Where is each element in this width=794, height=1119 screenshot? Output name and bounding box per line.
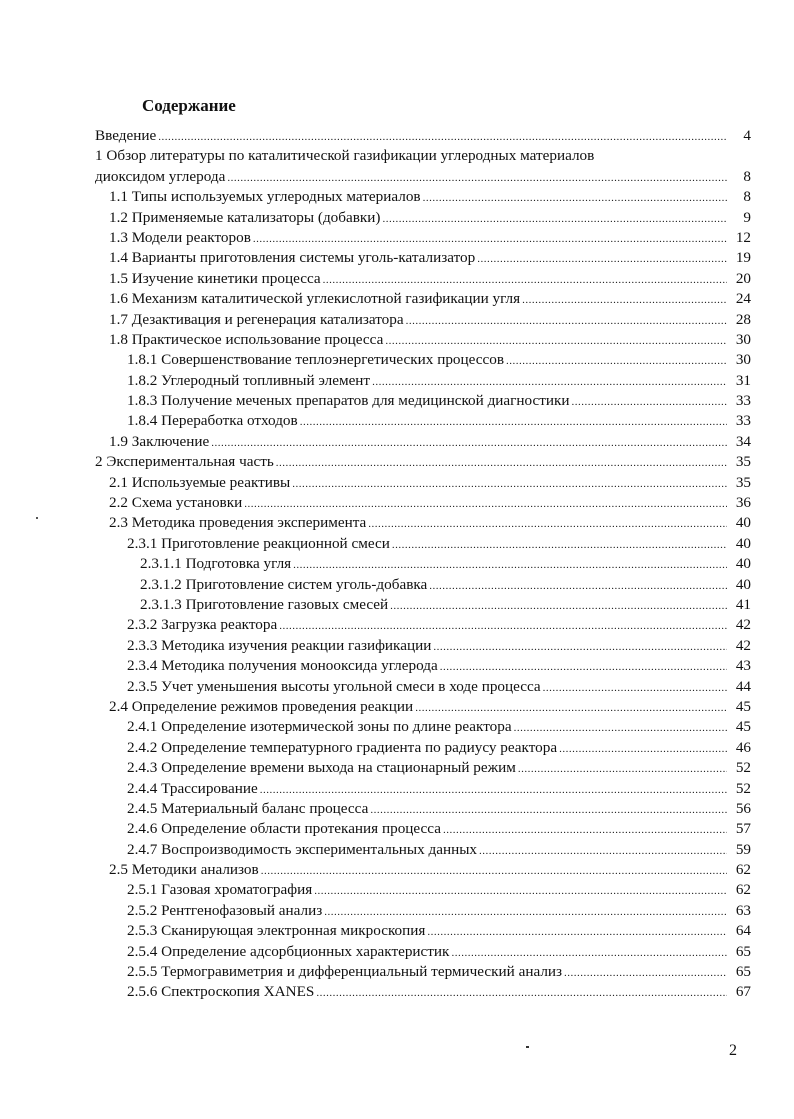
toc-entry[interactable] <box>95 962 751 982</box>
dot-leader <box>323 270 727 290</box>
toc-entry-page: 57 <box>735 820 751 838</box>
toc-entry-page: 65 <box>735 942 751 960</box>
toc-entry-page: 44 <box>735 677 751 695</box>
toc-entry[interactable] <box>95 310 751 330</box>
dot-leader <box>253 229 727 249</box>
toc-entry-title: 1.8.4 Переработка отходов <box>127 412 298 430</box>
dot-leader <box>292 474 727 494</box>
dot-leader <box>211 433 727 453</box>
toc-entry-title: Введение <box>95 127 157 144</box>
toc-entry-page: 20 <box>735 269 751 287</box>
dot-leader <box>514 718 727 738</box>
toc-entry-title: 2.3.2 Загрузка реактора <box>127 616 278 634</box>
toc-entry[interactable] <box>95 473 751 493</box>
toc-entry[interactable] <box>95 819 751 839</box>
toc-entry-title: 1.9 Заключение <box>109 432 210 450</box>
toc-entry-title: 1.8.2 Углеродный топливный элемент <box>127 371 371 389</box>
dot-leader <box>316 983 727 1003</box>
toc-entry-title: 2.3.5 Учет уменьшения высоты угольной смеси в ходе процесса <box>127 677 541 695</box>
toc-entry-page: 30 <box>735 351 751 369</box>
toc-entry-title: 1.3 Модели реакторов <box>109 228 251 246</box>
dot-leader <box>385 331 727 351</box>
toc-entry[interactable] <box>95 880 751 900</box>
toc-entry-title: 2.4 Определение режимов проведения реакции <box>109 697 414 715</box>
toc-entry-page: 40 <box>735 555 751 573</box>
toc-entry-title: 2.4.2 Определение температурного градиента по радиусу реактора <box>127 738 558 756</box>
toc-entry-page: 9 <box>743 208 751 226</box>
toc-entry-title: 2.5 Методики анализов <box>109 861 259 879</box>
toc-entry-page: 64 <box>735 922 751 940</box>
toc-entry-page: 52 <box>735 779 751 797</box>
toc-entry[interactable] <box>95 738 751 758</box>
dot-leader <box>406 311 727 331</box>
toc-entry[interactable] <box>95 432 751 452</box>
toc-entry[interactable] <box>95 575 751 595</box>
toc-entry[interactable] <box>95 350 751 370</box>
toc-entry-page: 35 <box>735 473 751 491</box>
toc-entry-page: 36 <box>735 494 751 512</box>
dot-leader <box>572 392 727 412</box>
toc-entry-title: 1.8.1 Совершенствование теплоэнергетических процессов <box>127 351 505 369</box>
dot-leader <box>443 820 727 840</box>
toc-entry-title: 2.5.6 Спектроскопия XANES <box>127 983 315 1001</box>
toc-entry-page: 65 <box>735 963 751 981</box>
dot-leader <box>429 576 727 596</box>
toc-entry-page: 30 <box>735 330 751 348</box>
toc-entry[interactable] <box>95 840 751 860</box>
page-title: Содержание <box>142 96 236 115</box>
toc-entry-title: 2.5.2 Рентгенофазовый анализ <box>127 901 323 919</box>
dot-leader <box>293 555 727 575</box>
toc-entry-page: 40 <box>735 534 751 552</box>
toc-entry-title: 1.5 Изучение кинетики процесса <box>109 269 321 287</box>
scan-speck <box>36 517 38 519</box>
toc-entry-page: 43 <box>735 657 751 675</box>
scan-speck <box>526 1046 529 1048</box>
dot-leader <box>559 739 727 759</box>
toc-entry[interactable] <box>95 289 751 309</box>
toc-entry[interactable] <box>95 187 751 207</box>
toc-entry-page: 31 <box>735 371 751 389</box>
dot-leader <box>227 168 727 188</box>
toc-entry-title: 2.3.4 Методика получения монооксида углерода <box>127 657 438 675</box>
toc-entry-page: 4 <box>743 127 751 144</box>
toc-entry[interactable] <box>95 779 751 799</box>
toc-entry-page: 45 <box>735 718 751 736</box>
toc-entry-page: 63 <box>735 901 751 919</box>
dot-leader <box>261 861 727 881</box>
toc-entry-title: 2.2 Схема установки <box>109 494 243 512</box>
toc-entry[interactable] <box>95 901 751 921</box>
toc-entry-title: 2.4.3 Определение времени выхода на стационарный режим <box>127 759 516 777</box>
toc-entry-page: 52 <box>735 759 751 777</box>
toc-entry-page: 67 <box>735 983 751 1001</box>
toc-entry-page: 45 <box>735 697 751 715</box>
toc-entry[interactable] <box>95 677 751 697</box>
toc-entry[interactable] <box>95 167 751 187</box>
dot-leader <box>423 188 727 208</box>
toc-entry[interactable] <box>95 411 751 431</box>
dot-leader <box>451 943 727 963</box>
toc-entry[interactable] <box>95 942 751 962</box>
toc-entry-page: 42 <box>735 616 751 634</box>
dot-leader <box>324 902 727 922</box>
dot-leader <box>564 963 727 983</box>
dot-leader <box>390 596 727 616</box>
toc-entry-title: 2.4.1 Определение изотермической зоны по длине реактора <box>127 718 512 736</box>
dot-leader <box>415 698 727 718</box>
toc-entry[interactable] <box>95 799 751 819</box>
toc-entry-page: 35 <box>735 453 751 471</box>
toc-entry-page: 42 <box>735 636 751 654</box>
toc-entry[interactable] <box>95 758 751 778</box>
toc-entry-page: 24 <box>735 290 751 308</box>
dot-leader <box>477 249 727 269</box>
dot-leader <box>382 209 727 229</box>
toc-entry[interactable] <box>95 636 751 656</box>
dot-leader <box>392 535 727 555</box>
toc-entry-page: 33 <box>735 392 751 410</box>
dot-leader <box>506 351 727 371</box>
toc-entry-title: 2 Экспериментальная часть <box>95 453 274 471</box>
toc-entry[interactable] <box>95 982 751 1002</box>
toc-entry-page: 40 <box>735 514 751 532</box>
dot-leader <box>440 657 727 677</box>
toc-entry-page: 41 <box>735 595 751 613</box>
toc-entry[interactable] <box>95 860 751 880</box>
toc-entry-page: 28 <box>735 310 751 328</box>
dot-leader <box>543 678 727 698</box>
toc-entry-title: 1.6 Механизм каталитической углекислотной газификации угля <box>109 290 521 308</box>
toc-entry-page: 59 <box>735 840 751 858</box>
toc-entry-page: 8 <box>743 167 751 185</box>
dot-leader <box>158 127 727 147</box>
toc-entry-title: диоксидом углерода <box>95 167 226 185</box>
toc-entry-title: 2.4.6 Определение области протекания процесса <box>127 820 441 838</box>
toc-entry-title: 2.3.1 Приготовление реакционной смеси <box>127 534 390 552</box>
toc-entry-page: 40 <box>735 575 751 593</box>
table-of-contents <box>95 126 751 1003</box>
toc-entry-title: 1.4 Варианты приготовления системы уголь-катализатор <box>109 249 476 267</box>
toc-entry[interactable] <box>95 371 751 391</box>
toc-entry-title: 2.5.4 Определение адсорбционных характеристик <box>127 942 450 960</box>
toc-entry[interactable] <box>95 330 751 350</box>
toc-entry-title: 2.4.4 Трассирование <box>127 779 258 797</box>
toc-entry[interactable] <box>95 228 751 248</box>
dot-leader <box>372 372 727 392</box>
dot-leader <box>479 841 727 861</box>
toc-entry-title: 2.3.3 Методика изучения реакции газификации <box>127 636 432 654</box>
dot-leader <box>427 922 727 942</box>
toc-entry-title: 1.2 Применяемые катализаторы (добавки) <box>109 208 381 226</box>
toc-entry-page: 62 <box>735 881 751 899</box>
toc-entry-page: 62 <box>735 861 751 879</box>
toc-entry-page: 12 <box>735 228 751 246</box>
toc-entry[interactable] <box>95 697 751 717</box>
toc-entry-title: 2.3 Методика проведения эксперимента <box>109 514 367 532</box>
dot-leader <box>314 881 727 901</box>
dot-leader <box>300 412 727 432</box>
dot-leader <box>260 780 727 800</box>
dot-leader <box>522 290 727 310</box>
toc-entry-page: 8 <box>743 188 751 206</box>
toc-entry-page: 34 <box>735 432 751 450</box>
toc-entry-title: 1.1 Типы используемых углеродных материалов <box>109 188 421 206</box>
toc-entry-title: 2.3.1.3 Приготовление газовых смесей <box>140 595 389 613</box>
toc-entry[interactable] <box>95 391 751 411</box>
dot-leader <box>279 616 727 636</box>
toc-entry[interactable] <box>95 656 751 676</box>
toc-entry-title: 1.7 Дезактивация и регенерация катализатора <box>109 310 404 328</box>
toc-entry-page: 56 <box>735 799 751 817</box>
toc-entry-title: 2.4.5 Материальный баланс процесса <box>127 799 369 817</box>
toc-entry[interactable] <box>95 513 751 533</box>
toc-entry-title: 2.3.1.1 Подготовка угля <box>140 555 292 573</box>
dot-leader <box>244 494 727 514</box>
toc-entry-title: 1.8 Практическое использование процесса <box>109 330 384 348</box>
toc-entry[interactable] <box>95 269 751 289</box>
toc-entry[interactable] <box>95 717 751 737</box>
toc-entry-page: 19 <box>735 249 751 267</box>
toc-entry[interactable] <box>95 493 751 513</box>
toc-entry[interactable] <box>95 615 751 635</box>
toc-entry-title: 2.5.5 Термогравиметрия и дифференциальный термический анализ <box>127 963 563 981</box>
toc-entry[interactable] <box>95 126 751 146</box>
toc-entry[interactable] <box>95 248 751 268</box>
toc-entry[interactable] <box>95 534 751 554</box>
toc-entry[interactable] <box>95 452 751 472</box>
toc-entry-title: 2.4.7 Воспроизводимость экспериментальных данных <box>127 840 477 858</box>
toc-entry-text-line: 1 Обзор литературы по каталитической газификации углеродных материалов <box>95 147 595 165</box>
toc-entry[interactable] <box>95 208 751 228</box>
dot-leader <box>276 453 727 473</box>
toc-entry[interactable] <box>95 921 751 941</box>
toc-entry-page: 33 <box>735 412 751 430</box>
toc-entry-page: 46 <box>735 738 751 756</box>
toc-entry[interactable] <box>95 595 751 615</box>
toc-entry-title: 2.1 Используемые реактивы <box>109 473 291 491</box>
dot-leader <box>518 759 727 779</box>
toc-entry-title: 2.5.1 Газовая хроматография <box>127 881 313 899</box>
dot-leader <box>370 800 727 820</box>
toc-entry-title: 1.8.3 Получение меченых препаратов для медицинской диагностики <box>127 392 570 410</box>
toc-entry[interactable] <box>95 554 751 574</box>
dot-leader <box>433 637 727 657</box>
toc-entry-title: 2.5.3 Сканирующая электронная микроскопия <box>127 922 426 940</box>
page-number: 2 <box>729 1042 737 1059</box>
toc-entry-title: 2.3.1.2 Приготовление систем уголь-добавка <box>140 575 428 593</box>
dot-leader <box>368 514 727 534</box>
